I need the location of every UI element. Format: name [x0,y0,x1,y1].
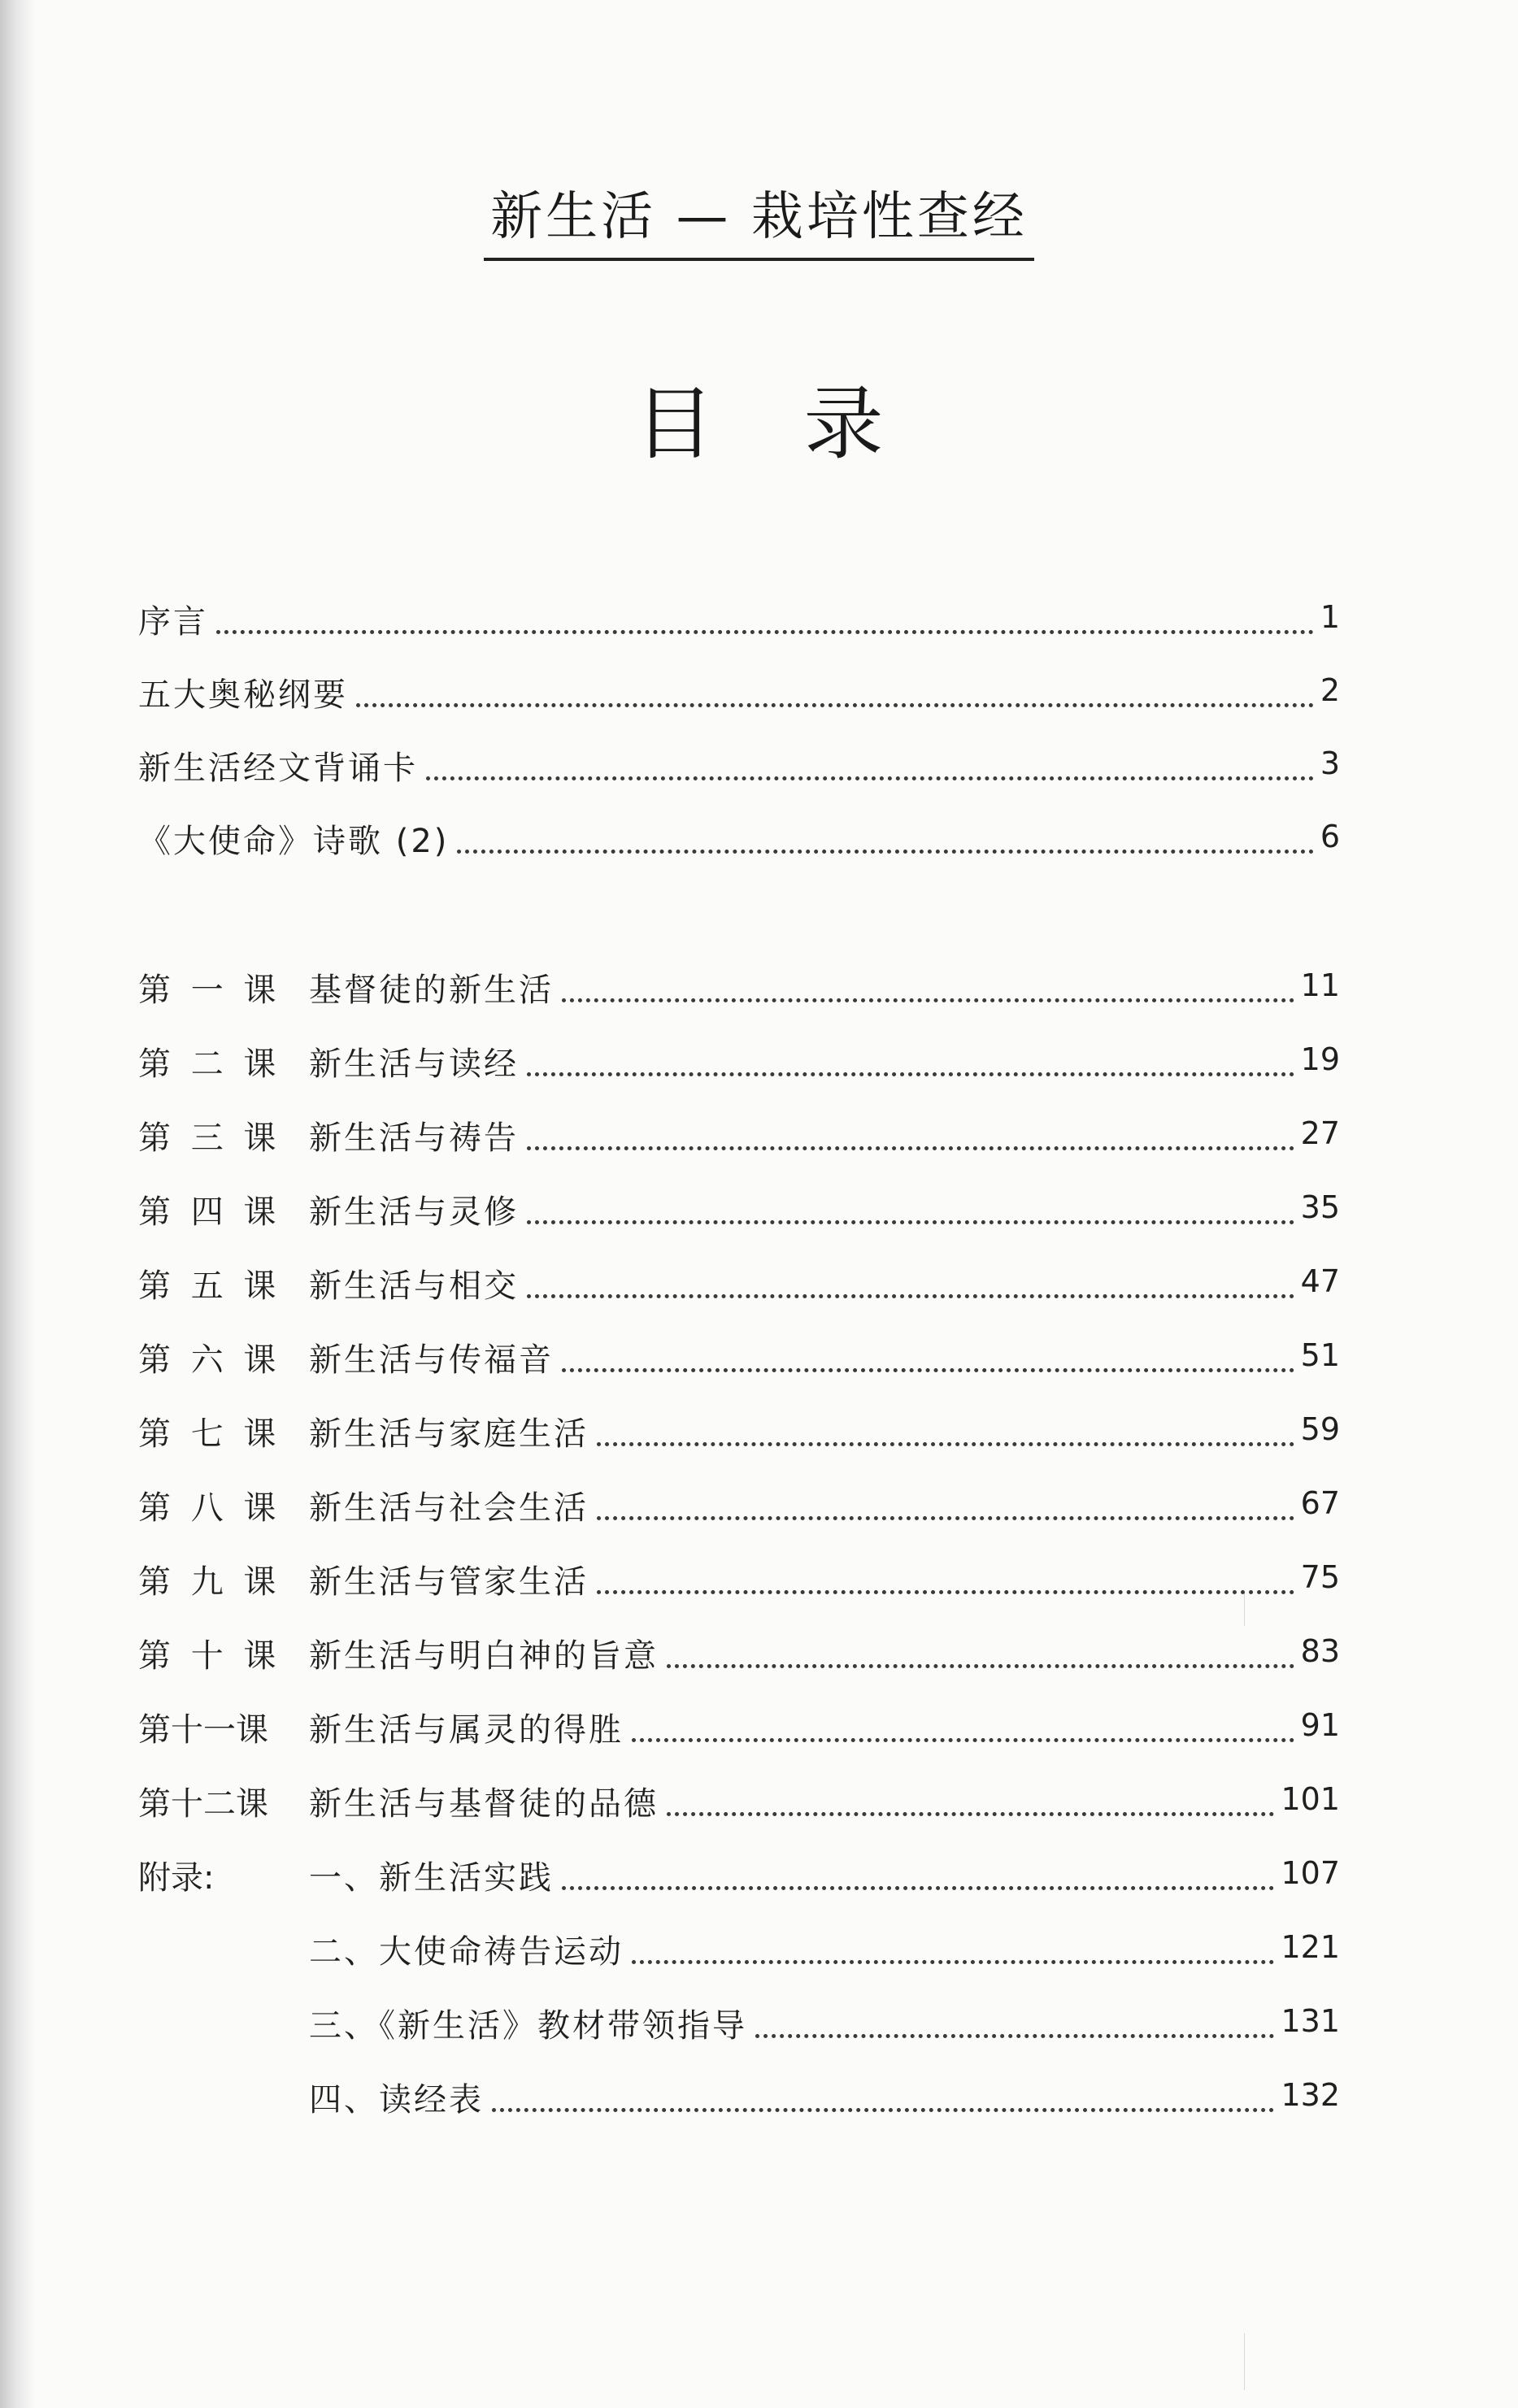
dot-leader [597,1590,1294,1594]
toc-entry-page: 91 [1300,1707,1340,1743]
toc-entry-title: 《大使命》诗歌 (2) [138,823,450,860]
dot-leader [597,1516,1294,1520]
lesson-number: 第 十 课 [138,1637,281,1675]
page-edge-shadow [0,0,36,2408]
toc-entry-appendix[interactable] [138,1855,1340,1901]
lesson-number: 第 三 课 [138,1119,281,1157]
toc-heading: 目录 [634,378,973,471]
book-title-text: 新生活 — 栽培性查经 [484,183,1034,261]
toc-entry-title: 序言 [138,603,208,641]
dot-leader [527,1072,1294,1076]
toc-entry-page: 132 [1281,2077,1340,2113]
dot-leader [216,630,1314,634]
toc-entry-lesson[interactable] [138,1485,1340,1531]
toc-entry-appendix[interactable] [309,2003,1340,2049]
dot-leader [632,1960,1274,1964]
dot-leader [457,850,1313,854]
toc-entry-title: 新生活经文背诵卡 [138,750,418,787]
dot-leader [527,1146,1294,1150]
dot-leader [562,1886,1274,1890]
dot-leader [667,1664,1294,1668]
toc-entry-page: 59 [1300,1411,1340,1447]
toc-entry-page: 19 [1300,1041,1340,1077]
toc-entry-page: 11 [1300,967,1340,1003]
toc-entry-title: 新生活与灵修 [309,1193,519,1231]
toc-entry-page: 75 [1300,1559,1340,1595]
dot-leader [492,2108,1274,2112]
toc-entry-title: 新生活与管家生活 [309,1563,589,1601]
book-title [0,183,1518,261]
lesson-number: 第 九 课 [138,1563,281,1601]
toc-entry-five-mysteries[interactable] [138,672,1340,718]
lesson-number: 第 八 课 [138,1489,281,1527]
toc-entry-lesson[interactable] [138,1263,1340,1309]
toc-entry-lesson[interactable] [138,1115,1340,1161]
toc-entry-memory-cards[interactable] [138,745,1340,791]
toc-entry-appendix[interactable] [309,1929,1340,1975]
lesson-number: 第 一 课 [138,971,281,1009]
dot-leader [597,1442,1294,1446]
dot-leader [632,1738,1294,1742]
lesson-number: 第十一课 [138,1711,268,1749]
toc-entry-preface[interactable] [138,599,1340,645]
toc-entry-page: 51 [1300,1337,1340,1373]
toc-entry-title: 新生活与基督徒的品德 [309,1785,659,1823]
dot-leader [426,776,1314,780]
toc-entry-title: 新生活与社会生活 [309,1489,589,1527]
lesson-number: 第 六 课 [138,1341,281,1379]
toc-entry-title: 五大奥秘纲要 [138,676,348,714]
toc-entry-appendix[interactable] [309,2077,1340,2123]
toc-entry-page: 1 [1320,599,1340,635]
toc-entry-lesson[interactable] [138,1559,1340,1605]
lesson-number: 第 五 课 [138,1267,281,1305]
toc-entry-page: 27 [1300,1115,1340,1151]
toc-entry-lesson[interactable] [138,967,1340,1013]
toc-entry-title: 新生活与祷告 [309,1119,519,1157]
toc-entry-title: 基督徒的新生活 [309,971,554,1009]
dot-leader [667,1812,1274,1816]
dot-leader [562,1368,1294,1372]
toc-entry-lesson[interactable] [138,1633,1340,1679]
toc-entry-lesson[interactable] [138,1337,1340,1383]
lesson-number: 第 四 课 [138,1193,281,1231]
toc-entry-title: 新生活与相交 [309,1267,519,1305]
toc-entry-title: 新生活与明白神的旨意 [309,1637,659,1675]
toc-entry-lesson[interactable] [138,1411,1340,1457]
dot-leader [562,998,1294,1002]
lesson-number: 第十二课 [138,1785,268,1823]
toc-entry-title: 三、《新生活》教材带领指导 [309,2007,747,2045]
toc-entry-title: 一、新生活实践 [309,1859,554,1897]
toc-entry-page: 131 [1281,2003,1340,2039]
lesson-number: 第 二 课 [138,1045,281,1083]
toc-entry-page: 83 [1300,1633,1340,1669]
toc-entry-title: 新生活与读经 [309,1045,519,1083]
toc-entry-lesson[interactable] [138,1781,1340,1827]
dot-leader [527,1220,1294,1224]
dot-leader [356,703,1314,707]
toc-entry-hymn[interactable] [138,819,1340,864]
toc-entry-title: 新生活与传福音 [309,1341,554,1379]
toc-entry-page: 35 [1300,1189,1340,1225]
paper-fold-mark [1244,2333,1245,2390]
toc-entry-lesson[interactable] [138,1707,1340,1753]
appendix-label: 附录: [138,1859,215,1897]
toc-entry-title: 四、读经表 [309,2081,484,2119]
toc-entry-page: 107 [1281,1855,1340,1891]
toc-entry-page: 121 [1281,1929,1340,1965]
toc-entry-title: 新生活与属灵的得胜 [309,1711,624,1749]
toc-entry-page: 47 [1300,1263,1340,1299]
toc-entry-title: 新生活与家庭生活 [309,1415,589,1453]
lesson-number: 第 七 课 [138,1415,281,1453]
toc-entry-lesson[interactable] [138,1189,1340,1235]
toc-entry-page: 2 [1320,672,1340,708]
toc-entry-page: 3 [1320,745,1340,781]
toc-entry-page: 6 [1320,819,1340,854]
toc-entry-title: 二、大使命祷告运动 [309,1933,624,1971]
toc-entry-page: 101 [1281,1781,1340,1817]
toc-entry-page: 67 [1300,1485,1340,1521]
toc-entry-lesson[interactable] [138,1041,1340,1087]
dot-leader [755,2034,1274,2038]
dot-leader [527,1294,1294,1298]
